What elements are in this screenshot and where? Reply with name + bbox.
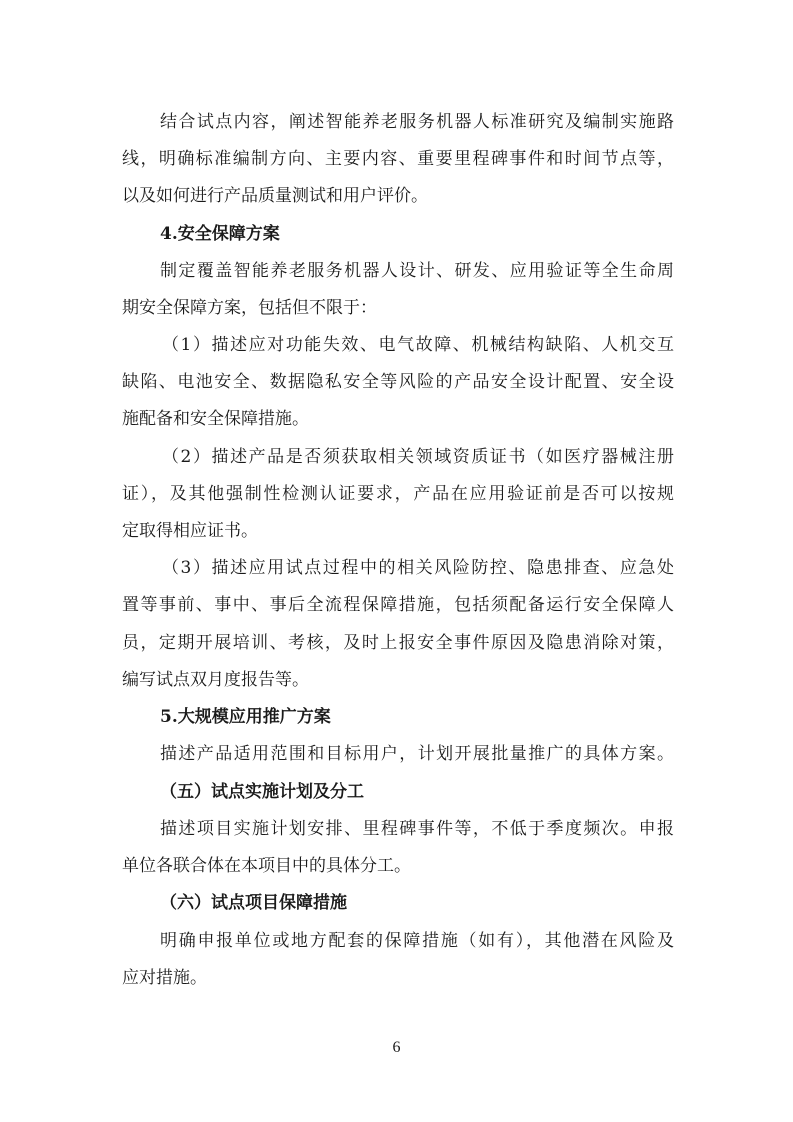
paragraph-line: 制定覆盖智能养老服务机器人设计、研发、应用验证等全生命周 xyxy=(160,261,674,281)
list-item-line: 定取得相应证书。 xyxy=(122,521,258,541)
paragraph-line: 线，明确标准编制方向、主要内容、重要里程碑事件和时间节点等， xyxy=(122,149,674,169)
list-item-line: 编写试点双月度报告等。 xyxy=(122,670,309,690)
section-heading: 4.安全保障方案 xyxy=(160,224,280,244)
paragraph-line: 描述项目实施计划安排、里程碑事件等，不低于季度频次。申报 xyxy=(160,819,674,839)
list-item-line: 员，定期开展培训、考核，及时上报安全事件原因及隐患消除对策， xyxy=(122,633,674,653)
list-item-line: （2）描述产品是否须获取相关领域资质证书（如医疗器械注册 xyxy=(162,447,674,467)
list-item-line: （3）描述应用试点过程中的相关风险防控、隐患排查、应急处 xyxy=(162,558,674,578)
paragraph-line: 应对措施。 xyxy=(122,968,207,988)
paragraph-line: 明确申报单位或地方配套的保障措施（如有），其他潜在风险及 xyxy=(160,931,674,951)
paragraph-line: 期安全保障方案，包括但不限于： xyxy=(122,298,377,318)
list-item-line: 施配备和安全保障措施。 xyxy=(122,409,309,429)
paragraph-line: 结合试点内容，阐述智能养老服务机器人标准研究及编制实施路 xyxy=(160,112,674,132)
paragraph-line: 描述产品适用范围和目标用户，计划开展批量推广的具体方案。 xyxy=(160,744,674,764)
list-item-line: 缺陷、电池安全、数据隐私安全等风险的产品安全设计配置、安全设 xyxy=(122,372,674,392)
paragraph-line: 以及如何进行产品质量测试和用户评价。 xyxy=(122,186,428,206)
list-item-line: 置等事前、事中、事后全流程保障措施，包括须配备运行安全保障人 xyxy=(122,595,674,615)
paragraph-line: 单位各联合体在本项目中的具体分工。 xyxy=(122,856,411,876)
section-heading: （六）试点项目保障措施 xyxy=(160,893,347,913)
section-heading: 5.大规模应用推广方案 xyxy=(160,707,331,727)
section-heading: （五）试点实施计划及分工 xyxy=(160,782,364,802)
list-item-line: 证），及其他强制性检测认证要求，产品在应用验证前是否可以按规 xyxy=(122,484,674,504)
list-item-line: （1）描述应对功能失效、电气故障、机械结构缺陷、人机交互 xyxy=(162,335,674,355)
page-number: 6 xyxy=(392,1039,401,1056)
